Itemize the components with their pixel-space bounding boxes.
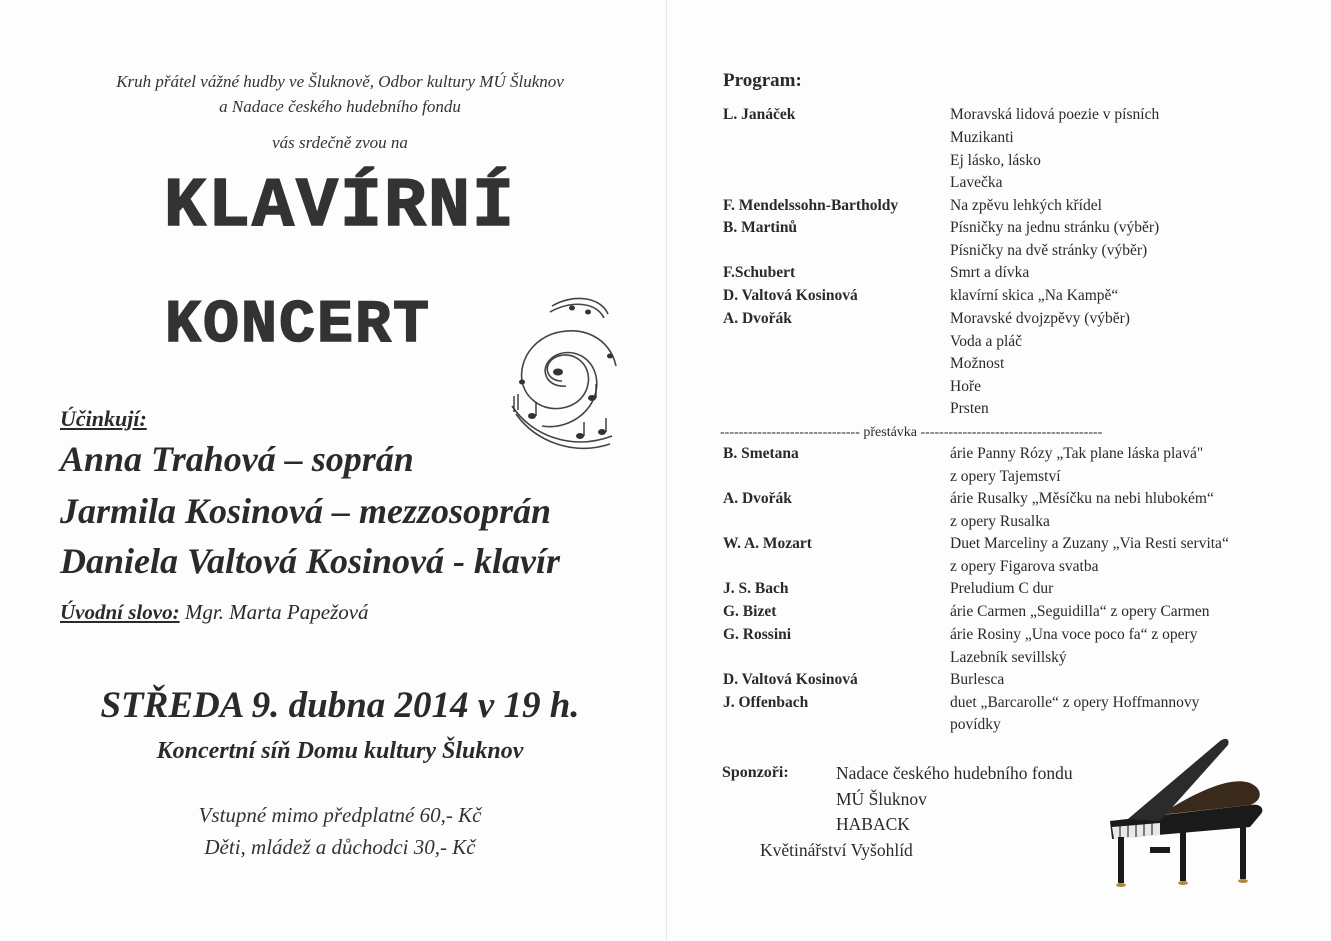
- page-fold: [666, 0, 667, 941]
- invitation-text: vás srdečně zvou na: [272, 133, 408, 152]
- performer-soprano: Anna Trahová – soprán: [60, 439, 414, 479]
- sponsor-item: HABACK: [836, 814, 910, 834]
- program-row: [723, 603, 1283, 625]
- composer: B. Martinů: [723, 219, 798, 236]
- program-row: [723, 355, 1283, 377]
- piece: árie Panny Rózy „Tak plane láska plavá": [950, 445, 1204, 462]
- composer: L. Janáček: [723, 106, 796, 123]
- composer: W. A. Mozart: [723, 535, 812, 552]
- program-row: [723, 310, 1283, 332]
- piece: Smrt a dívka: [950, 264, 1030, 281]
- program-row: [723, 400, 1283, 422]
- opening-speech-label: Úvodní slovo:: [60, 600, 180, 624]
- opening-speech-name: Mgr. Marta Papežová: [184, 600, 369, 624]
- program-row: [723, 106, 1283, 128]
- piece: Voda a pláč: [950, 333, 1023, 350]
- program-row: [723, 671, 1283, 693]
- piece: árie Rosiny „Una voce poco fa“ z opery: [950, 626, 1198, 643]
- sponsors-label: Sponzoři:: [722, 764, 789, 781]
- piece: Moravské dvojzpěvy (výběr): [950, 310, 1130, 327]
- piece: Lavečka: [950, 174, 1003, 191]
- composer: F.Schubert: [723, 264, 796, 281]
- program-row: [723, 378, 1283, 400]
- piece: Písničky na jednu stránku (výběr): [950, 219, 1160, 236]
- composer: G. Rossini: [723, 626, 792, 643]
- piece: árie Rusalky „Měsíčku na nebi hlubokém“: [950, 490, 1214, 507]
- composer: D. Valtová Kosinová: [723, 287, 858, 304]
- sponsor-item: MÚ Šluknov: [836, 789, 927, 809]
- title-koncert: KONCERT: [165, 292, 432, 360]
- music-notes-swirl-icon: [492, 286, 632, 466]
- performer-piano: Daniela Valtová Kosinová - klavír: [60, 541, 561, 581]
- intermission-divider: ------------------------------ přestávka ---------------------------------------: [720, 425, 1103, 440]
- program-row: [723, 649, 1283, 671]
- program-row: [723, 264, 1283, 286]
- composer: J. Offenbach: [723, 694, 809, 711]
- piece: z opery Rusalka: [950, 513, 1050, 530]
- organizers-line-2: a Nadace českého hudebního fondu: [219, 97, 461, 116]
- piece: Hoře: [950, 378, 981, 395]
- piece: árie Carmen „Seguidilla“ z opery Carmen: [950, 603, 1210, 620]
- piece: Prsten: [950, 400, 989, 417]
- admission-price-reduced: Děti, mládež a důchodci 30,- Kč: [204, 835, 476, 859]
- concert-date: STŘEDA 9. dubna 2014 v 19 h.: [100, 685, 580, 726]
- sponsor-item: Nadace českého hudebního fondu: [836, 763, 1073, 783]
- piece: klavírní skica „Na Kampě“: [950, 287, 1119, 304]
- program-row: [723, 152, 1283, 174]
- program-row: [723, 197, 1283, 219]
- program-row: [723, 513, 1283, 535]
- organizers-line-1: Kruh přátel vážné hudby ve Šluknově, Odbor kultury MÚ Šluknov: [116, 72, 564, 91]
- composer: A. Dvořák: [723, 490, 792, 507]
- piece: Muzikanti: [950, 129, 1014, 146]
- program-row: [723, 535, 1283, 557]
- grand-piano-icon: [1100, 735, 1270, 895]
- piece: Ej lásko, lásko: [950, 152, 1041, 169]
- program-row: [723, 490, 1283, 512]
- composer: J. S. Bach: [723, 580, 789, 597]
- program-row: [723, 558, 1283, 580]
- program-row: [723, 468, 1283, 490]
- program-row: [723, 580, 1283, 602]
- program-row: [723, 333, 1283, 355]
- composer: G. Bizet: [723, 603, 777, 620]
- program-row: [723, 174, 1283, 196]
- piece: Burlesca: [950, 671, 1005, 688]
- piece: Moravská lidová poezie v písních: [950, 106, 1160, 123]
- piece: Lazebník sevillský: [950, 649, 1067, 666]
- piece: z opery Tajemství: [950, 468, 1061, 485]
- program-heading: Program:: [723, 70, 802, 91]
- piece: Možnost: [950, 355, 1005, 372]
- admission-price-regular: Vstupné mimo předplatné 60,- Kč: [198, 803, 482, 827]
- piece: Písničky na dvě stránky (výběr): [950, 242, 1148, 259]
- piece: povídky: [950, 716, 1001, 733]
- opening-speech: [60, 600, 369, 625]
- piece: duet „Barcarolle“ z opery Hoffmannovy: [950, 694, 1200, 711]
- composer: B. Smetana: [723, 445, 799, 462]
- program-row: [723, 694, 1283, 716]
- program-row: [723, 287, 1283, 309]
- program-row: [723, 626, 1283, 648]
- performer-mezzosoprano: Jarmila Kosinová – mezzosoprán: [60, 491, 552, 531]
- program-row: [723, 445, 1283, 467]
- program-row: [723, 219, 1283, 241]
- program-row: [723, 242, 1283, 264]
- piece: Duet Marceliny a Zuzany „Via Resti servita“: [950, 535, 1229, 552]
- composer: A. Dvořák: [723, 310, 792, 327]
- composer: F. Mendelssohn-Bartholdy: [723, 197, 899, 214]
- piece: z opery Figarova svatba: [950, 558, 1099, 575]
- program-row: [723, 129, 1283, 151]
- performers-heading: Účinkují:: [60, 406, 147, 431]
- piece: Preludium C dur: [950, 580, 1054, 597]
- composer: D. Valtová Kosinová: [723, 671, 858, 688]
- sponsor-item: Květinářství Vyšohlíd: [760, 840, 913, 860]
- piece: Na zpěvu lehkých křídel: [950, 197, 1102, 214]
- title-klavirni: KLAVÍRNÍ: [163, 168, 517, 247]
- concert-venue: Koncertní síň Domu kultury Šluknov: [156, 738, 524, 764]
